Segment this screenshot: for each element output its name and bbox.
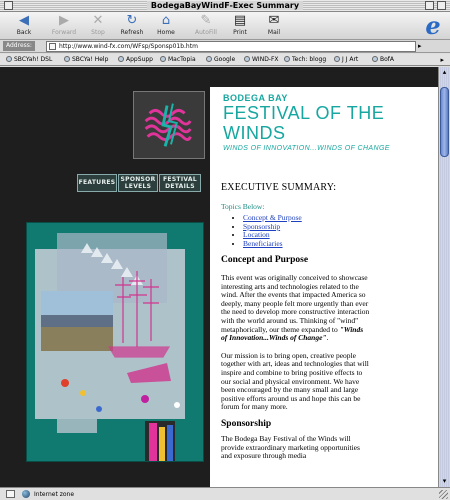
festival-collage-image [26,222,204,462]
resize-grip-icon[interactable] [439,490,448,499]
topic-link-location[interactable]: Location [243,230,270,239]
sponsorship-paragraph: The Bodega Bay Festival of the Winds will provide extraordinary marketing opportunities and exposure through media [221,433,360,461]
sponsor-levels-nav-button[interactable]: SPONSOR LEVELS [118,174,158,192]
autofill-label: AutoFill [195,29,217,36]
festival-banner [223,93,438,152]
forward-label: Forward [51,29,77,36]
mail-label: Mail [267,29,281,36]
status-icon [6,490,15,498]
autofill-icon: ✎ [200,13,212,28]
topics-list [243,214,438,248]
favorite-icon [6,56,12,62]
address-bar [0,40,450,53]
scroll-thumb[interactable] [440,87,449,157]
concept-heading: Concept and Purpose [221,255,309,265]
scroll-up-icon[interactable]: ▴ [442,68,447,76]
favorite-icon [118,56,124,62]
scroll-down-icon[interactable]: ▾ [442,477,447,485]
window-title: BodegaBayWindF-Exec Summary [147,1,303,10]
stop-icon: ✕ [92,13,104,28]
favorite-icon [372,56,378,62]
vertical-scrollbar[interactable] [438,67,450,487]
page-icon [49,43,56,50]
back-arrow-icon: ◀ [19,13,29,28]
favorites-bar [0,54,450,66]
sponsorship-heading: Sponsorship [221,418,272,429]
refresh-icon: ↻ [126,13,138,28]
content-page [210,87,438,487]
back-button[interactable] [4,14,44,36]
favorite-icon [206,56,212,62]
concept-paragraph-1: This event was originally conceived to showcase interesting arts and technologies related to the wind. After the events that impacted America so deeply, many people felt more urgently than ever the need to develop more constructive interaction with the world around us. Thinking of "wind" metaphorically, our theme expanded to "Winds of Innovation...Winds of Change". [221,273,370,343]
favorite-item[interactable]: WIND-FX [244,55,279,65]
favorite-icon [160,56,166,62]
favorite-icon [334,56,340,62]
address-url: http://www.wind-fx.com/WFsp/Sponsp01b.htm [59,43,198,50]
home-label: Home [157,29,175,36]
address-label: Address: [3,41,35,51]
favorites-more-icon[interactable]: ▸ [440,56,444,64]
favorite-icon [284,56,290,62]
topic-link-sponsorship[interactable]: Sponsorship [243,221,281,231]
favorite-item[interactable]: Tech: blogg [284,55,326,65]
topic-link-concept[interactable]: Concept & Purpose [243,213,302,222]
title-bar[interactable] [0,0,450,12]
topic-link-beneficiaries[interactable]: Beneficiaries [243,238,283,248]
home-icon: ⌂ [161,13,171,28]
banner-location: BODEGA BAY [223,93,288,103]
mail-icon: ✉ [268,13,280,28]
favorite-item[interactable]: MacTopia [160,55,196,65]
print-icon: ▤ [233,13,247,28]
home-button[interactable] [146,14,186,36]
favorite-item[interactable]: BofA [372,55,394,65]
web-content [0,67,438,487]
status-text: Internet zone [34,491,75,498]
back-label: Back [16,29,32,36]
favorite-item[interactable]: SBCYah! DSL [6,55,52,65]
features-nav-button[interactable]: FEATURES [77,174,117,192]
refresh-label: Refresh [120,29,144,36]
forward-arrow-icon: ▶ [59,13,69,28]
browser-logo-icon[interactable]: e [425,11,441,40]
banner-tagline: WINDS OF INNOVATION...WINDS OF CHANGE [223,145,390,152]
list-item [243,240,438,249]
favorite-item[interactable]: SBCYa! Help [64,55,108,65]
festival-logo[interactable] [133,91,205,159]
print-label: Print [233,29,247,36]
list-item [243,223,438,232]
favorite-icon [244,56,250,62]
mail-button[interactable] [254,14,294,36]
favorite-icon [64,56,70,62]
status-bar [0,487,450,500]
banner-title: FESTIVAL OF THE WINDS [223,103,385,143]
favorite-item[interactable]: AppSupp [118,55,153,65]
concept-paragraph-2: Our mission is to bring open, creative people together with art, ideas and technologies that will inspire and combine to bring positive effects to our social and physical environment. We have been encouraged by the many small and large positive efforts around us and hope this can be forum for many more. [221,350,369,412]
globe-icon [22,490,30,498]
go-arrow-icon[interactable]: ▸ [418,42,422,50]
address-input[interactable] [46,41,416,52]
festival-details-nav-button[interactable]: FESTIVAL DETAILS [159,174,201,192]
favorite-item[interactable]: Google [206,55,235,65]
wind-logo-icon [134,92,204,158]
zoom-box[interactable] [425,1,434,10]
stop-label: Stop [91,29,105,36]
favorite-item[interactable]: J J Art [334,55,358,65]
collapse-box[interactable] [437,1,446,10]
toolbar [0,12,450,40]
page-title: EXECUTIVE SUMMARY: [221,182,337,193]
collage-art [27,223,204,462]
topics-label: Topics Below: [221,202,265,211]
